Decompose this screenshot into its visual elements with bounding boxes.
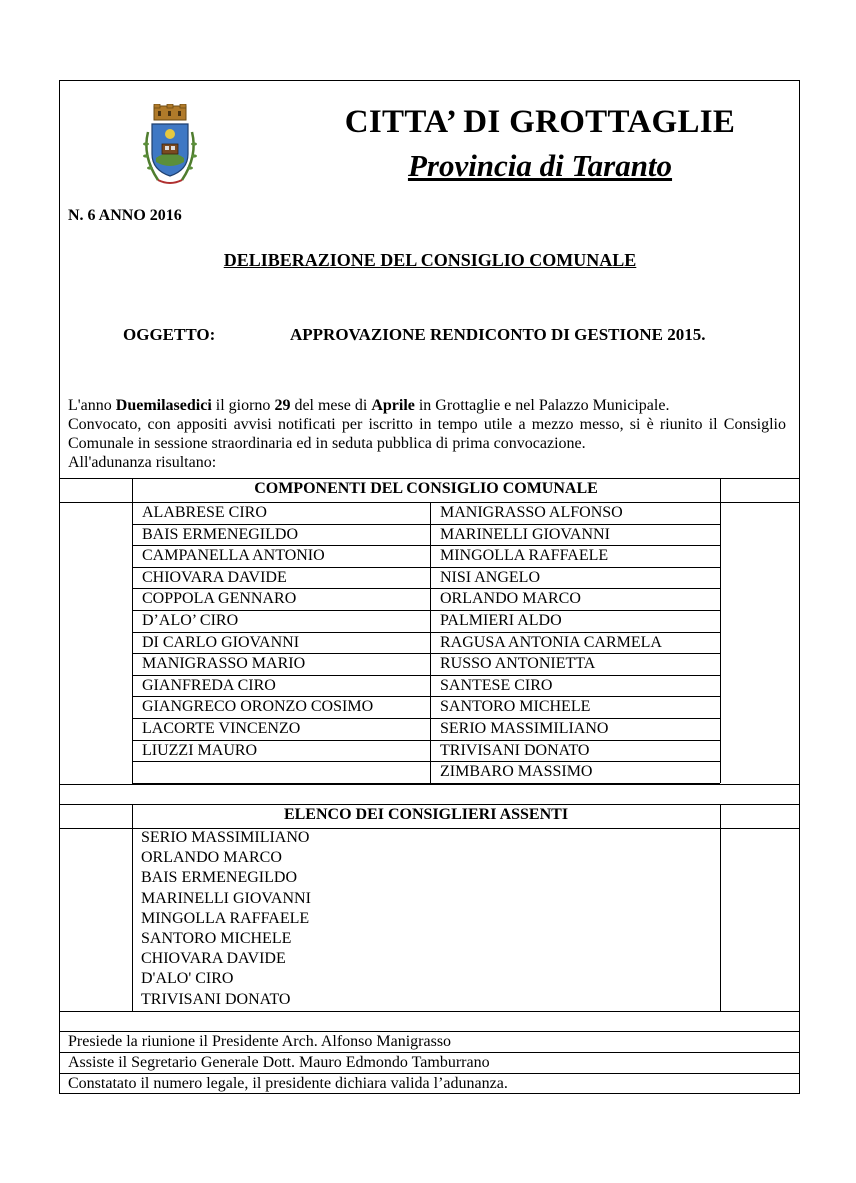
document-type-heading: DELIBERAZIONE DEL CONSIGLIO COMUNALE [223, 250, 637, 270]
member-name-right: RUSSO ANTONIETTA [440, 655, 596, 673]
absent-councillor: MINGOLLA RAFFAELE [141, 909, 310, 927]
member-name-right: ZIMBARO MASSIMO [440, 763, 593, 781]
table-hline-6 [59, 1031, 800, 1032]
quorum-statement: Constatato il numero legale, il presidente dichiara valida l’adunanza. [68, 1075, 508, 1092]
member-name-right: MINGOLLA RAFFAELE [440, 547, 609, 565]
member-name-right: TRIVISANI DONATO [440, 741, 590, 759]
city-title: CITTA’ DI GROTTAGLIE [344, 104, 736, 140]
member-name-right: SANTORO MICHELE [440, 698, 591, 716]
document-number: N. 6 ANNO 2016 [68, 207, 182, 224]
member-name-left: GIANGRECO ORONZO COSIMO [142, 698, 374, 716]
member-row-line [132, 783, 720, 784]
table-hline-7 [59, 1052, 800, 1053]
member-name-left: ALABRESE CIRO [142, 504, 267, 521]
secretary-statement: Assiste il Segretario Generale Dott. Mauro Edmondo Tamburrano [68, 1054, 490, 1071]
absent-councillor: BAIS ERMENEGILDO [141, 869, 297, 887]
member-name-left: DI CARLO GIOVANNI [142, 633, 300, 651]
intro-line-3: All'adunanza risultano: [68, 454, 217, 471]
member-name-left: LACORTE VINCENZO [142, 720, 301, 737]
members-table-title: COMPONENTI DEL CONSIGLIO COMUNALE [254, 480, 598, 497]
member-name-right: ORLANDO MARCO [440, 590, 581, 608]
member-name-right: PALMIERI ALDO [440, 612, 562, 629]
member-name-left: D’ALO’ CIRO [142, 612, 239, 629]
member-name-left: CHIOVARA DAVIDE [142, 568, 287, 586]
member-name-left: CAMPANELLA ANTONIO [142, 547, 325, 565]
province-subtitle: Provincia di Taranto [407, 148, 673, 183]
year-in-words: Duemilasedici [115, 397, 212, 414]
absent-councillor: MARINELLI GIOVANNI [141, 889, 311, 907]
member-name-right: SERIO MASSIMILIANO [440, 720, 609, 737]
member-name-right: MANIGRASSO ALFONSO [440, 504, 623, 521]
table-hline-8 [59, 1073, 800, 1074]
absent-councillor: SANTORO MICHELE [141, 930, 292, 948]
table-hline-3 [59, 804, 800, 805]
table-hline-5 [59, 1011, 800, 1012]
member-name-left: COPPOLA GENNARO [142, 590, 297, 608]
absent-councillor: CHIOVARA DAVIDE [141, 950, 286, 968]
city-crest-icon [138, 104, 202, 188]
table-hline-0 [59, 478, 800, 479]
absent-councillor: SERIO MASSIMILIANO [141, 829, 310, 846]
table-vline-right [720, 478, 721, 783]
intro-paragraph [68, 396, 786, 472]
subject-label: OGGETTO: [123, 325, 216, 344]
subject-text: APPROVAZIONE RENDICONTO DI GESTIONE 2015. [290, 325, 706, 344]
intro-line-2: Convocato, con appositi avvisi notificati per iscritto in tempo utile a mezzo messo, si è riunito il Consiglio Comunale in sessione straordinaria ed in seduta pubblica di prima convocazione. [68, 416, 786, 452]
member-name-left: MANIGRASSO MARIO [142, 655, 306, 673]
absent-table-title: ELENCO DEI CONSIGLIERI ASSENTI [283, 806, 569, 823]
member-name-right: RAGUSA ANTONIA CARMELA [440, 633, 662, 651]
absent-councillor: D'ALO' CIRO [141, 970, 234, 988]
intro-line-1: L'anno Duemilasedici il giorno 29 del mese di Aprile in Grottaglie e nel Palazzo Municipale. [68, 397, 670, 414]
table-hline-2 [59, 784, 800, 785]
member-name-left: GIANFREDA CIRO [142, 676, 276, 694]
member-name-right: SANTESE CIRO [440, 676, 553, 694]
table-vline-right-2 [720, 804, 721, 1011]
member-name-right: NISI ANGELO [440, 568, 540, 586]
president-statement: Presiede la riunione il Presidente Arch. Alfonso Manigrasso [68, 1033, 452, 1050]
absent-councillor: ORLANDO MARCO [141, 849, 282, 867]
member-name-left: BAIS ERMENEGILDO [142, 525, 298, 543]
table-vline-left-2 [132, 804, 133, 1011]
absent-councillor: TRIVISANI DONATO [141, 990, 291, 1008]
meeting-day: 29 [274, 397, 291, 414]
absent-list [141, 828, 311, 1010]
member-name-left: LIUZZI MAURO [142, 741, 258, 759]
member-name-right: MARINELLI GIOVANNI [440, 525, 610, 543]
member-name-left [132, 761, 430, 783]
meeting-month: Aprile [371, 397, 415, 414]
